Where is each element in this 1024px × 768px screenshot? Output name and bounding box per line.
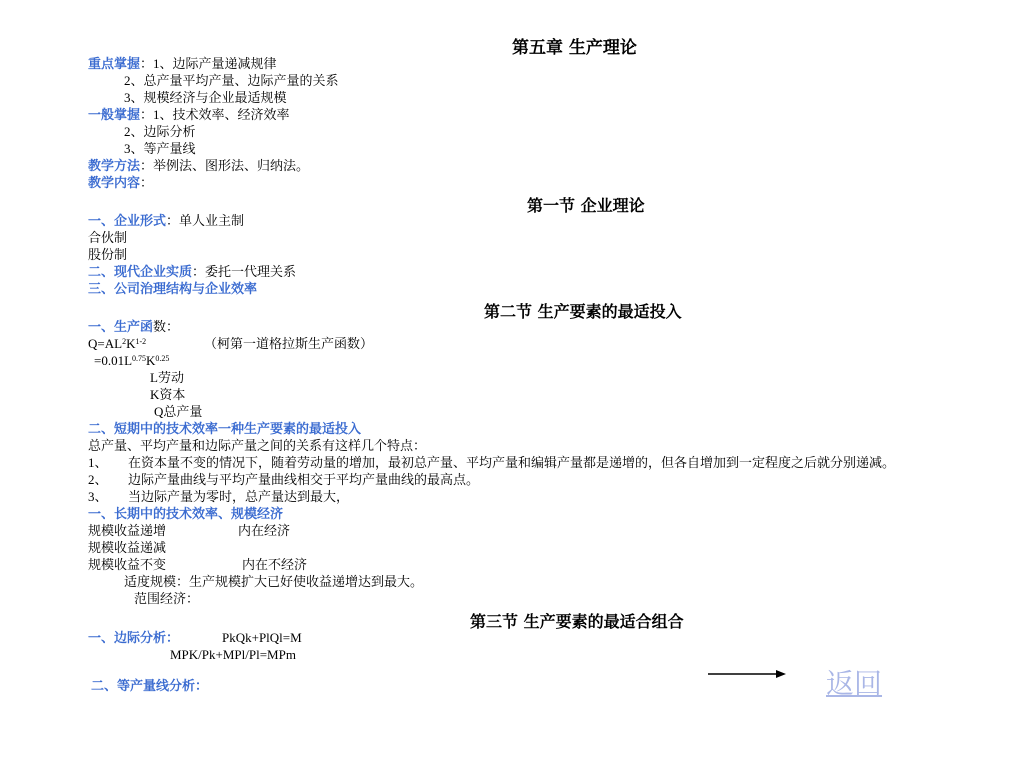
long-run-heading: 一、长期中的技术效率、规模经济 [88, 506, 284, 521]
key-point-item-3: 3、规模经济与企业最适规模 [124, 90, 287, 105]
general-point-item-1: 1、技术效率、经济效率 [153, 107, 290, 122]
formula-note: （柯第一道格拉斯生产函数） [204, 336, 374, 351]
teaching-method-text: ：举例法、图形法、归纳法。 [140, 158, 310, 173]
enterprise-forms-label: 一、企业形式 [88, 213, 167, 228]
enterprise-nature-line [88, 263, 296, 280]
key-points-line [88, 55, 277, 72]
key-points-sep: ： [140, 56, 154, 71]
formula2-exp-L: 0.75 [132, 354, 147, 363]
chapter-title: 第五章 生产理论 [512, 38, 637, 58]
production-function-tail: 数： [153, 319, 180, 334]
section1-title: 第一节 企业理论 [527, 196, 645, 215]
general-points-line [88, 106, 290, 123]
formula2-base-K: K [146, 353, 156, 368]
equation-marginal: MPK/Pk+MPl/Pl=MPm [170, 647, 296, 662]
point-1-text: 在资本量不变的情况下，随着劳动量的增加，最初总产量、平均产量和编辑产量都是递增的，但各自增加到一定程度之后就分别递减。 [128, 455, 896, 470]
point-1-num: 1、 [88, 455, 108, 470]
back-link[interactable]: 返回 [826, 669, 883, 700]
returns-decreasing: 规模收益递减 [88, 540, 167, 555]
teaching-content-sep: ： [140, 175, 154, 190]
returns-increasing-note: 内在经济 [238, 523, 291, 538]
section3-title: 第三节 生产要素的最适合组合 [470, 612, 684, 631]
formula1-exp-K: 1-2 [135, 337, 147, 346]
economies-of-scope: 范围经济： [134, 591, 200, 606]
formula1-base-L: Q=AL [88, 336, 123, 351]
returns-increasing: 规模收益递增 [88, 523, 167, 538]
equation-budget: PkQk+PlQl=M [222, 630, 302, 645]
enterprise-forms-text: ：单人业主制 [166, 213, 245, 228]
teaching-content-line [88, 174, 153, 191]
marginal-analysis-heading: 一、边际分析： [88, 630, 180, 645]
governance-heading: 三、公司治理结构与企业效率 [88, 281, 258, 296]
enterprise-nature-label: 二、现代企业实质 [88, 264, 193, 279]
key-point-item-2: 2、总产量平均产量、边际产量的关系 [124, 73, 339, 88]
isoquant-heading: 二、等产量线分析： [91, 678, 209, 693]
point-2-text: 边际产量曲线与平均产量曲线相交于平均产量曲线的最高点。 [128, 472, 480, 487]
variable-Q: Q总产量 [154, 404, 203, 419]
formula1-exp-L: 2 [122, 337, 127, 346]
right-arrow-icon [708, 669, 786, 679]
teaching-method-line [88, 157, 309, 174]
teaching-content-label: 教学内容 [88, 175, 141, 190]
general-points-sep: ： [140, 107, 154, 122]
formula-numeric [94, 352, 169, 369]
teaching-method-label: 教学方法 [88, 158, 141, 173]
enterprise-forms-line [88, 212, 244, 229]
enterprise-nature-text: ：委托一代理关系 [192, 264, 297, 279]
production-function-label: 一、生产函 [88, 319, 154, 334]
formula2-exp-K: 0.25 [155, 354, 170, 363]
general-point-item-2: 2、边际分析 [124, 124, 196, 139]
form-partnership: 合伙制 [88, 230, 128, 245]
point-3-num: 3、 [88, 489, 108, 504]
returns-constant: 规模收益不变 [88, 557, 167, 572]
variable-K: K资本 [150, 387, 186, 402]
general-point-item-3: 3、等产量线 [124, 141, 196, 156]
production-function-line [88, 318, 179, 335]
formula1-base-K: K [126, 336, 136, 351]
section2-title: 第二节 生产要素的最适投入 [484, 302, 682, 321]
key-points-label: 重点掌握 [88, 56, 141, 71]
variable-L: L劳动 [150, 370, 184, 385]
formula-cobb-douglas [88, 335, 146, 352]
point-2-num: 2、 [88, 472, 108, 487]
key-point-item-1: 1、边际产量递减规律 [153, 56, 277, 71]
optimal-scale: 适度规模：生产规模扩大已好使收益递增达到最大。 [124, 574, 424, 589]
relation-intro: 总产量、平均产量和边际产量之间的关系有这样几个特点： [88, 438, 427, 453]
point-3-text: 当边际产量为零时，总产量达到最大， [128, 489, 350, 504]
returns-constant-note: 内在不经济 [242, 557, 308, 572]
short-run-heading: 二、短期中的技术效率一种生产要素的最适投入 [88, 421, 362, 436]
general-points-label: 一般掌握 [88, 107, 141, 122]
form-corporation: 股份制 [88, 247, 128, 262]
formula2-base-L: =0.01L [94, 353, 133, 368]
